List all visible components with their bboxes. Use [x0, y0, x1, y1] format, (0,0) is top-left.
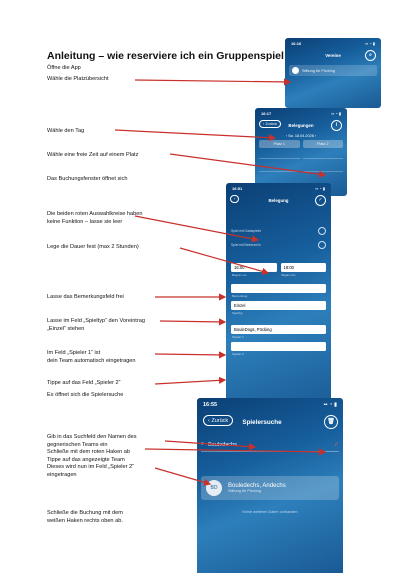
- step-confirm: [47, 510, 123, 525]
- nav-bar: [285, 48, 381, 62]
- checkmark-icon[interactable]: ✓: [315, 195, 326, 206]
- screenshot-clubs: [285, 38, 381, 108]
- back-button[interactable]: ‹: [230, 195, 239, 203]
- nav-title: Spielersuche: [242, 418, 282, 426]
- step-duration: Lege die Dauer fest (max 2 Stunden): [47, 244, 139, 250]
- signal-icon: ▪▪ ◔ ▮: [331, 110, 341, 116]
- game-type-label: Spieltyp: [232, 311, 243, 315]
- arrow-platz: [135, 80, 290, 82]
- step-player2: [47, 380, 123, 399]
- step-text: „Einzel“ stehen: [47, 325, 85, 332]
- search-result-item[interactable]: [201, 476, 339, 500]
- club-name: Stiftung für Pöcking: [302, 68, 335, 73]
- step-red-circles: [47, 211, 142, 226]
- club-logo-icon: [292, 67, 299, 74]
- time-slot-row: [255, 161, 347, 174]
- step-text: Die beiden roten Auswahlkreise haben: [47, 211, 143, 217]
- status-time: 16:55: [203, 402, 218, 408]
- status-time: 16:51: [232, 185, 243, 191]
- info-icon[interactable]: i: [331, 120, 342, 131]
- toggle-label: Spiel mit Betreuer/in: [231, 243, 261, 247]
- team-club: Stiftung für Pöcking: [228, 489, 261, 493]
- remark-field[interactable]: [231, 284, 326, 293]
- back-button[interactable]: ‹ Zurück: [203, 415, 233, 426]
- status-bar: [285, 38, 381, 48]
- step-booking-window: Das Buchungsfenster öffnet sich: [47, 176, 128, 182]
- step-text: Schließe die Buchung mit dem: [47, 510, 123, 516]
- team-avatar: BD: [206, 480, 222, 496]
- remark-label: Bemerkung: [232, 294, 248, 298]
- arrow-spieltyp: [160, 321, 225, 322]
- step-text: Es öffnet sich die Spielersuche: [47, 391, 124, 398]
- step-text: Tippe auf das Feld „Spieler 2“: [47, 380, 121, 386]
- supervisor-toggle-row: [231, 241, 326, 249]
- step-choose-time: Wähle eine freie Zeit auf einem Platz: [47, 152, 139, 158]
- player1-field[interactable]: BouleDogs, Pöcking: [231, 325, 326, 334]
- back-label: Zurück: [265, 122, 277, 126]
- status-time: 16:16: [291, 40, 302, 46]
- back-label: Zurück: [211, 417, 229, 424]
- step-text: gegnerischen Teams ein: [47, 441, 108, 448]
- trash-icon[interactable]: 🗑: [324, 415, 338, 429]
- step-choose-day: Wähle den Tag: [47, 128, 85, 134]
- signal-icon: ▪▪ ◔ ▮: [365, 40, 375, 46]
- step-text: Lasse im Feld „Spieltyp“ den Voreintrag: [47, 318, 145, 324]
- end-time-field[interactable]: 18:00: [281, 263, 327, 272]
- step-search: [47, 434, 137, 479]
- step-text: Gib in das Suchfeld den Namen des: [47, 434, 137, 440]
- date-selector[interactable]: ‹ Sa. 18.04.2026 ›: [285, 134, 317, 138]
- step-text: Tippe auf das angezeigte Team: [47, 456, 125, 463]
- step-player1: [47, 350, 136, 365]
- time-slot[interactable]: [303, 163, 344, 172]
- end-time-label: Beginn bis: [281, 273, 296, 277]
- step-text: dein Team automatisch eingetragen: [47, 357, 136, 364]
- team-name: Bouledechs, Andechs: [228, 483, 286, 489]
- confirm-check-icon[interactable]: ✓: [333, 442, 339, 448]
- back-button[interactable]: ‹ Zurück: [259, 120, 281, 128]
- nav-bar: [255, 118, 347, 132]
- team-info: [228, 483, 286, 493]
- signal-icon: ▪▪ ◔ ▮: [315, 185, 325, 191]
- court-2-header: Platz 2: [303, 140, 344, 148]
- time-slot[interactable]: [259, 150, 300, 159]
- search-icon: ⌕: [201, 441, 205, 447]
- player1-label: Spieler 1: [232, 335, 244, 339]
- status-time: 16:17: [261, 110, 272, 116]
- arrow-spieler2: [155, 380, 225, 384]
- guest-toggle-row: [231, 227, 326, 235]
- game-type-field[interactable]: Einzel: [231, 301, 326, 310]
- search-input[interactable]: Bouledechs: [208, 441, 237, 448]
- player2-field[interactable]: [231, 342, 326, 351]
- nav-bar: [226, 193, 331, 207]
- step-text: eingetragen: [47, 471, 77, 478]
- nav-bar: [197, 412, 343, 432]
- page-title: Anleitung – wie reserviere ich ein Gruppenspiel: [47, 50, 284, 62]
- time-slot[interactable]: [303, 150, 344, 159]
- status-bar: [255, 108, 347, 118]
- step-text: weißen Haken rechts oben ab.: [47, 517, 123, 524]
- player2-label: Spieler 2: [232, 352, 244, 356]
- date-label: Sa. 18.04.2026: [288, 134, 314, 138]
- court-1-header: Platz 1: [259, 140, 300, 148]
- step-game-type: [47, 318, 145, 333]
- no-more-data-hint: Keine weiteren Daten vorhanden: [242, 510, 298, 514]
- search-bar[interactable]: [201, 438, 339, 452]
- time-slot[interactable]: [259, 163, 300, 172]
- status-bar: [197, 398, 343, 412]
- screenshot-player-search: [197, 398, 343, 573]
- nav-title: Belegung: [268, 197, 289, 203]
- nav-title: Belegungen: [288, 122, 314, 128]
- arrow-spieler1: [155, 354, 225, 355]
- step-text: Wähle die Platzübersicht: [47, 75, 109, 82]
- court-header: [255, 140, 347, 148]
- toggle-label: Spiel mit Gastspieler: [231, 229, 262, 233]
- status-bar: [226, 183, 331, 193]
- signal-icon: ▪▪ ◔ ▮: [323, 402, 337, 408]
- step-text: Öffne die App: [47, 65, 81, 71]
- supervisor-toggle[interactable]: [318, 241, 326, 249]
- step-remark: Lasse das Bemerkungsfeld frei: [47, 294, 124, 300]
- step-text: Im Feld „Spieler 1“ ist: [47, 350, 101, 356]
- screenshot-booking-form: [226, 183, 331, 413]
- guest-toggle[interactable]: [318, 227, 326, 235]
- step-text: keine Funktion – lasse sie leer: [47, 218, 123, 225]
- step-text: Schließe mit dem roten Haken ab: [47, 449, 131, 455]
- start-time-label: Beginn um: [232, 273, 247, 277]
- step-open-app: [47, 65, 109, 83]
- club-item[interactable]: [289, 65, 377, 76]
- start-time-field[interactable]: 16:00: [231, 263, 277, 272]
- arrow-tag: [115, 130, 275, 138]
- time-slot-row: [255, 148, 347, 161]
- nav-title: Vereine: [325, 52, 341, 58]
- search-icon[interactable]: ⌕: [365, 50, 376, 61]
- duration-row: [231, 263, 326, 280]
- step-text: Dieses wird nun im Feld „Spieler 2“: [47, 464, 135, 470]
